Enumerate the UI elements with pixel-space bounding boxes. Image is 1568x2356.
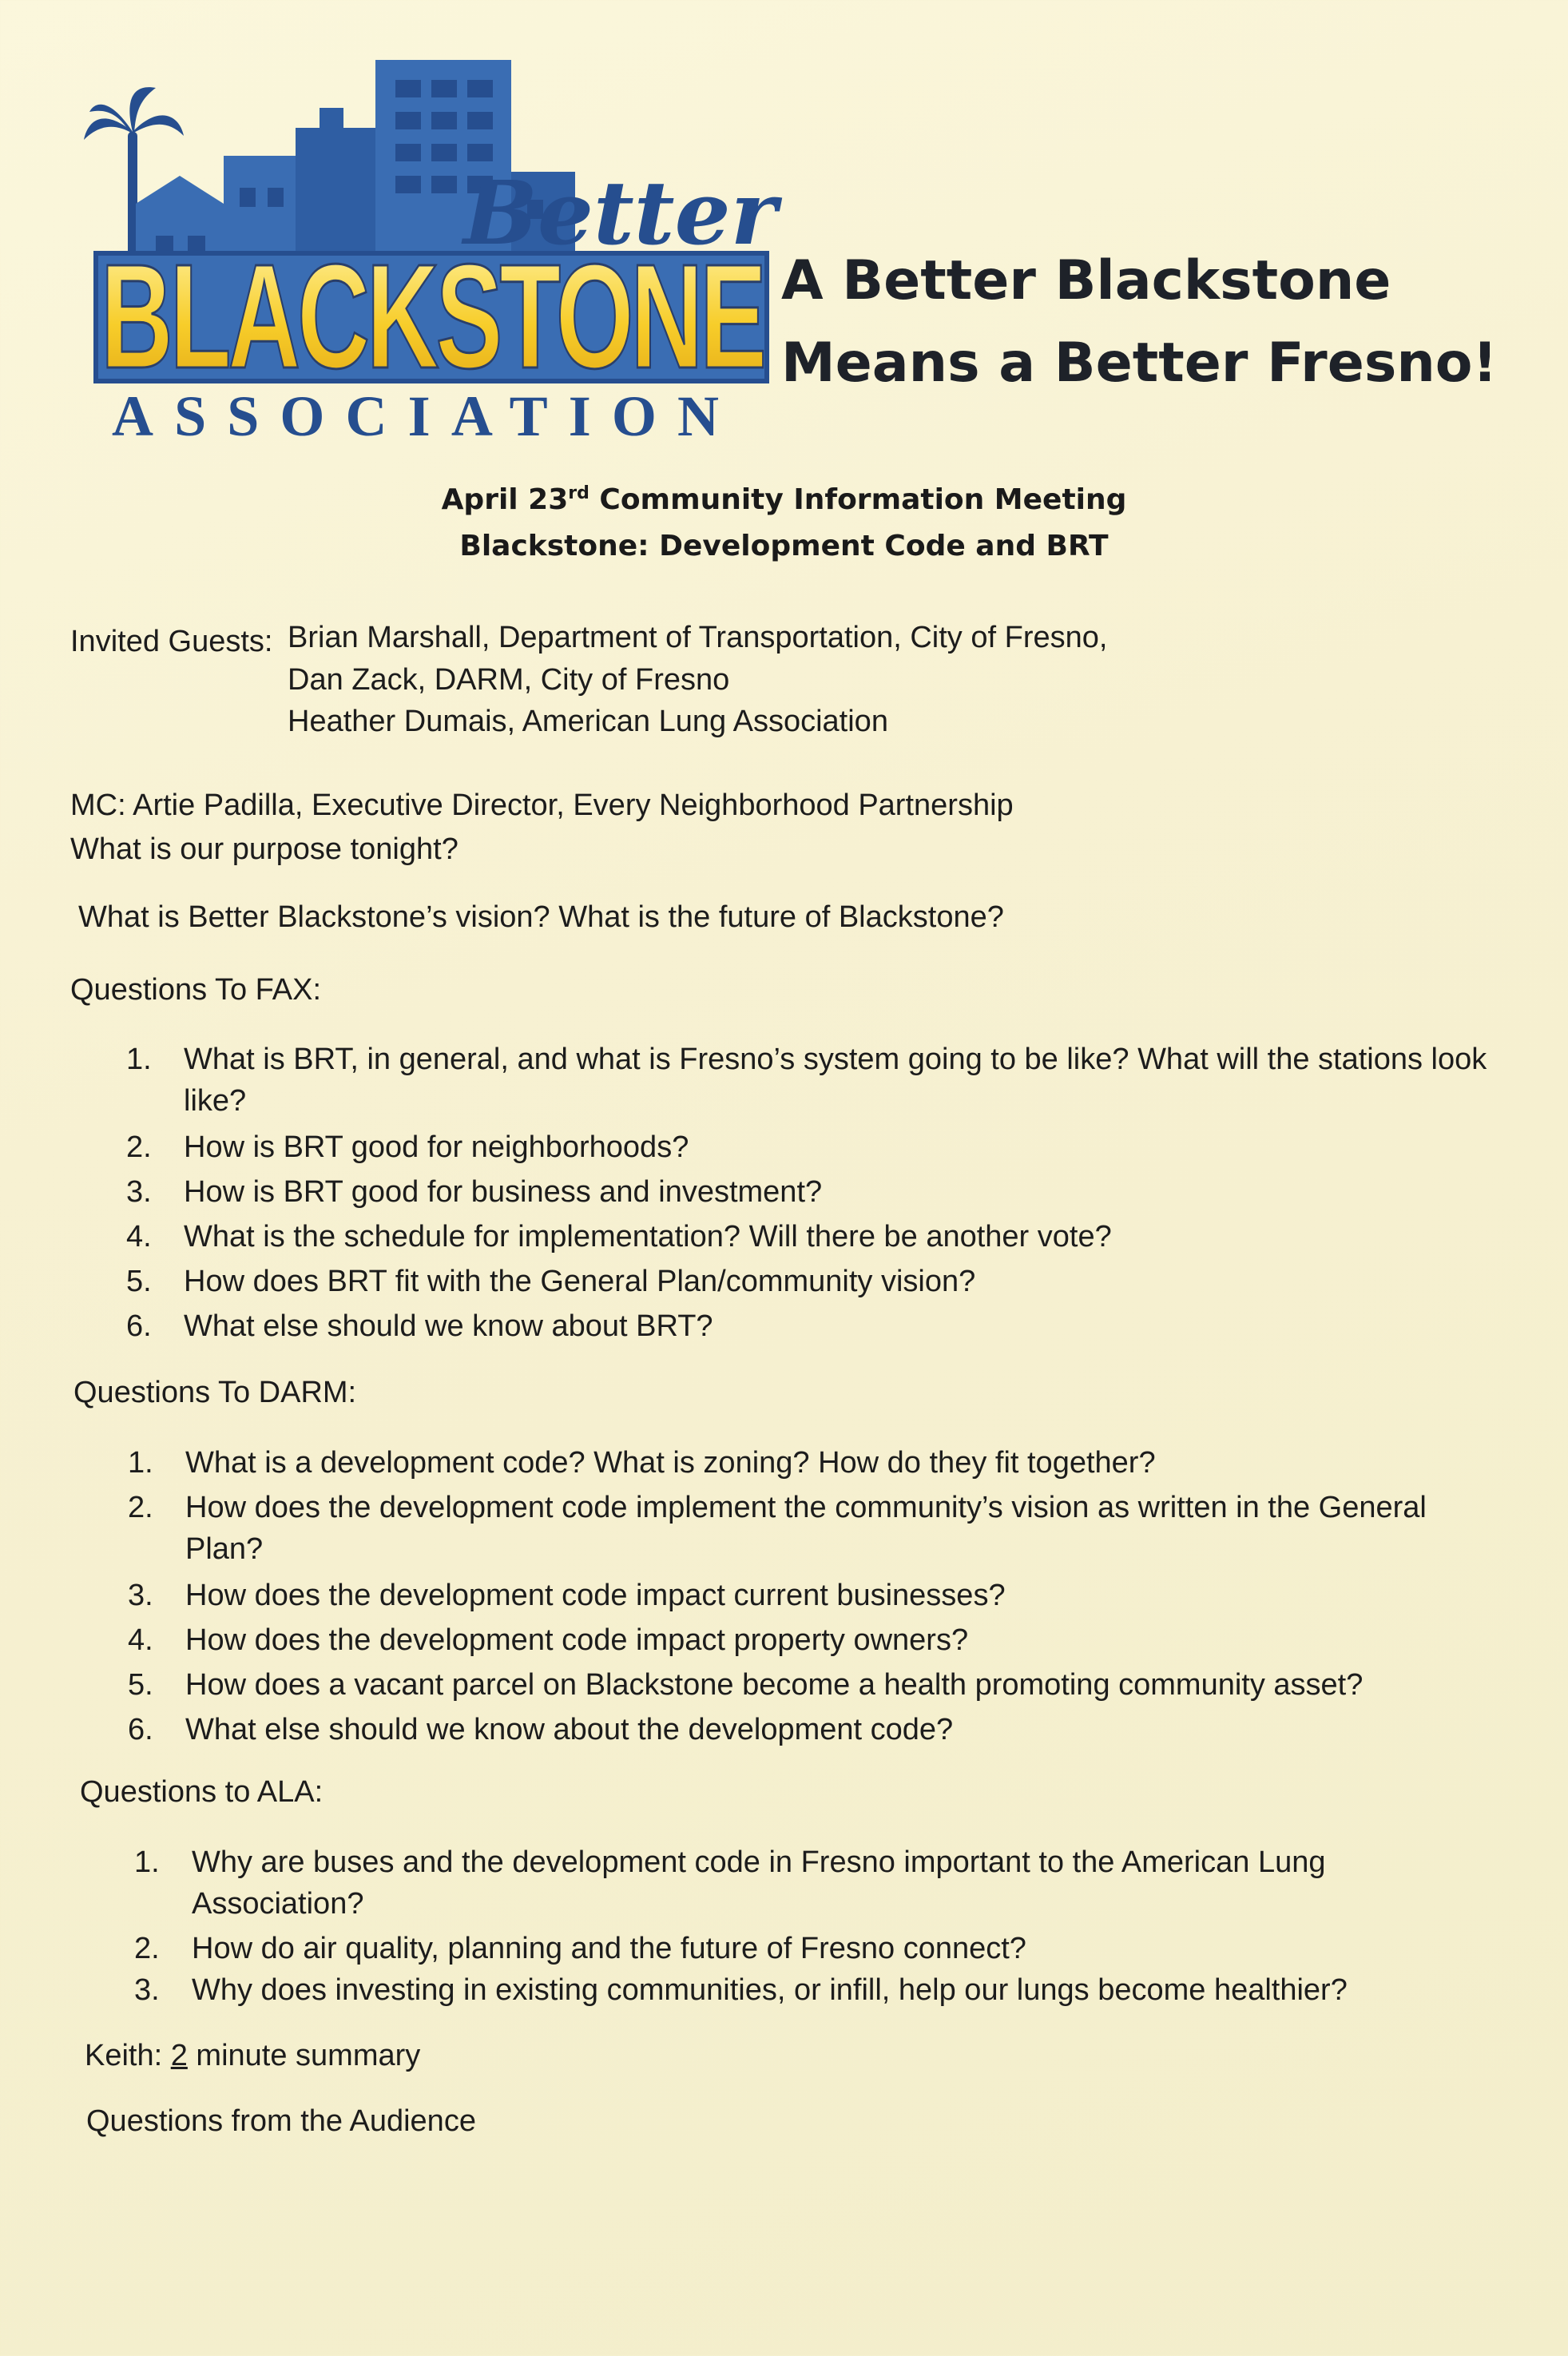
logo-sub-word: ASSOCIATION bbox=[112, 384, 751, 443]
purpose-line: What is our purpose tonight? bbox=[70, 832, 458, 866]
vision-line: What is Better Blackstone’s vision? What is the future of Blackstone? bbox=[78, 900, 1004, 934]
summary-line: Keith: 2 minute summary bbox=[85, 2039, 421, 2072]
meeting-subtitle: Blackstone: Development Code and BRT bbox=[459, 530, 1109, 562]
logo-main-word: BLACKSTONE bbox=[101, 234, 764, 399]
tagline-line-2: Means a Better Fresno! bbox=[781, 332, 1498, 395]
guest-item: Dan Zack, DARM, City of Fresno bbox=[288, 663, 730, 697]
mc-line: MC: Artie Padilla, Executive Director, Every Neighborhood Partnership bbox=[70, 789, 1014, 822]
closing-line: Questions from the Audience bbox=[86, 2104, 476, 2138]
guest-item: Heather Dumais, American Lung Association bbox=[288, 705, 888, 738]
meeting-title: April 23rd Community Information Meeting bbox=[441, 483, 1127, 516]
guests-label: Invited Guests: bbox=[70, 625, 273, 658]
section-heading: Questions To FAX: bbox=[70, 973, 322, 1007]
logo-script-word: Better bbox=[463, 161, 777, 264]
tagline bbox=[781, 240, 1500, 404]
guest-item: Brian Marshall, Department of Transportation, City of Fresno, bbox=[288, 621, 1108, 654]
tagline-line-1: A Better Blackstone bbox=[781, 249, 1391, 312]
section-heading: Questions To DARM: bbox=[73, 1376, 357, 1409]
better-blackstone-logo bbox=[80, 44, 783, 443]
document-page: Better BLACKSTONE ASSOCIATION A Better Blackstone Means a Better Fresno! April 23rd Community Information Meeting Blackstone: Development Code and BRT Invited Guests: Brian Marshall, Department of Transportation, City of Fresno, Dan Zack, DARM, City of Fresno Heather Dumais, American Lung Association MC: Artie Padilla, Executive Director, Every Neighborhood Partnership What is our purpose tonight? What is Better Blackstone’s vision? What is the future of Blackstone? Questions To FAX: 1. What is BRT, in general, and what is Fresno’s system going to be like? What will the stations look like? 2. How is BRT good for neighborhoods? 3. How is BRT good for business and investment? 4. What is the schedule for implementation? Will there be another vote? 5. How does BRT fit with the General Plan/community vision? 6. What else should we know about BRT? Questions To DARM: 1. What is a development code? What is zoning? How do they fit together? 2. How does the development code implement the community’s vision as written in the General Plan? 3. How does the development code impact current businesses? 4. How does the development code impact property owners? 5. How does a vacant parcel on Blackstone become a health promoting community asset? 6. What else should we know about the development code? Questions to ALA: 1. Why are buses and the development code in Fresno important to the American Lung Association? 2. How do air quality, planning and the future of Fresno connect? 3. Why does investing in existing communities, or infill, help our lungs become healthier? Keith: 2 minute summary Questions from the Audience bbox=[0, 0, 1568, 2356]
section-heading: Questions to ALA: bbox=[80, 1775, 324, 1809]
